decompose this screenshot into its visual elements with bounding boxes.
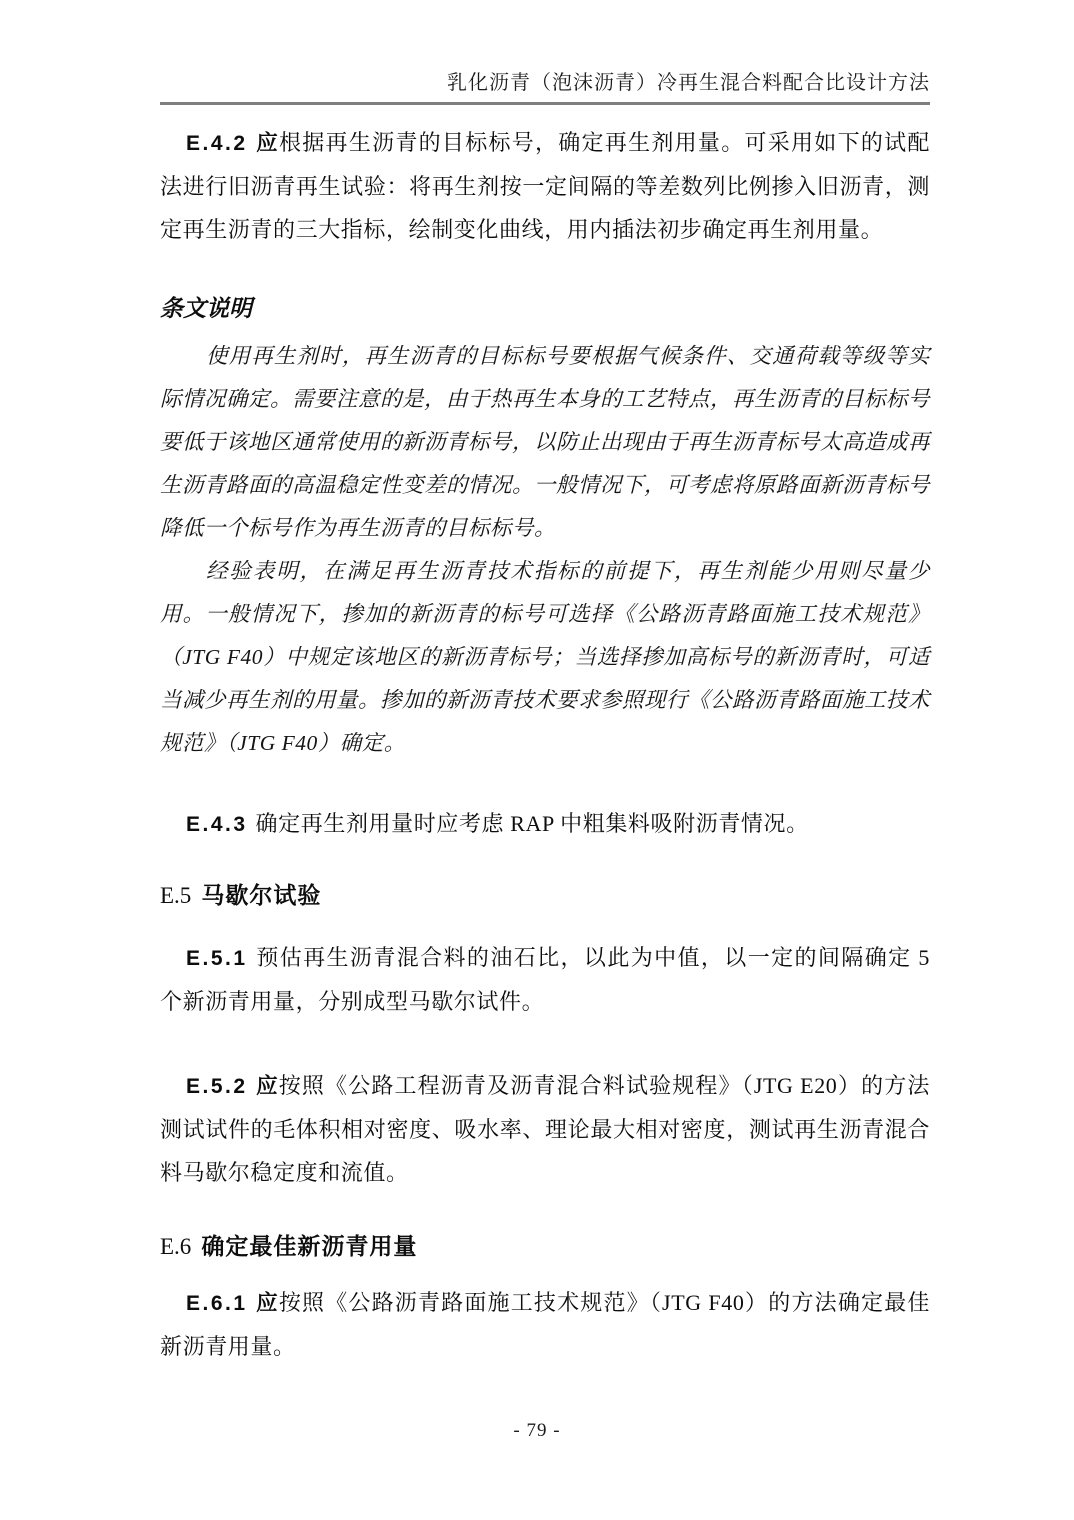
clause-e51-paragraph (160, 936, 930, 1023)
commentary-paragraph-1: 使用再生剂时，再生沥青的目标标号要根据气候条件、交通荷载等级等实际情况确定。需要注意的是，由于热再生本身的工艺特点，再生沥青的目标标号要低于该地区通常使用的新沥青标号，以防止出现由于再生沥青标号太高造成再生沥青路面的高温稳定性变差的情况。一般情况下，可考虑将原路面新沥青标号降低一个标号作为再生沥青的目标标号。 (160, 344, 931, 540)
commentary-heading: 条文说明 (160, 296, 252, 321)
page-number: - 79 - (513, 1420, 561, 1441)
clause-e52-number: E.5.2 (186, 1075, 248, 1098)
clause-e52-paragraph (160, 1064, 930, 1194)
section-e5-title: 马歇尔试验 (201, 882, 322, 908)
clause-e61-text: 按照《公路沥青路面施工技术规范》（JTG F40）的方法确定最佳新沥青用量。 (160, 1290, 930, 1359)
running-header-title: 乳化沥青（泡沫沥青）冷再生混合料配合比设计方法 (447, 72, 930, 94)
clause-e42-number: E.4.2 (186, 132, 248, 155)
clause-e43-number: E.4.3 (186, 813, 248, 836)
clause-e42-text: 根据再生沥青的目标标号，确定再生剂用量。可采用如下的试配法进行旧沥青再生试验：将再生剂按一定间隔的等差数列比例掺入旧沥青，测定再生沥青的三大指标，绘制变化曲线，用内插法初步确定再生剂用量。 (160, 130, 930, 242)
clause-e43-paragraph (160, 802, 930, 846)
page-header (160, 0, 930, 105)
clause-e51-number: E.5.1 (186, 947, 248, 970)
clause-e61-number: E.6.1 (186, 1292, 248, 1315)
section-e6-heading (160, 1225, 930, 1268)
clause-e42-paragraph (160, 121, 930, 251)
page-content (160, 0, 930, 1368)
clause-e52-lead: 应 (255, 1074, 279, 1098)
clause-e51-text: 预估再生沥青混合料的油石比，以此为中值，以一定的间隔确定 5 个新沥青用量，分别成型马歇尔试件。 (160, 945, 930, 1014)
clause-e43-text: 确定再生剂用量时应考虑 RAP 中粗集料吸附沥青情况。 (255, 811, 809, 836)
page-footer (0, 1420, 1074, 1442)
clause-e61-paragraph (160, 1281, 930, 1368)
section-e5-number: E.5 (160, 883, 192, 908)
section-e6-title: 确定最佳新沥青用量 (201, 1233, 418, 1259)
commentary-paragraph-2: 经验表明，在满足再生沥青技术指标的前提下，再生剂能少用则尽量少用。一般情况下，掺加的新沥青的标号可选择《公路沥青路面施工技术规范》（JTG F40）中规定该地区的新沥青标号；当选择掺加高标号的新沥青时，可适当减少再生剂的用量。掺加的新沥青技术要求参照现行《公路沥青路面施工技术规范》（JTG F40）确定。 (160, 559, 931, 755)
clause-e52-text: 按照《公路工程沥青及沥青混合料试验规程》（JTG E20）的方法测试试件的毛体积相对密度、吸水率、理论最大相对密度，测试再生沥青混合料马歇尔稳定度和流值。 (160, 1073, 930, 1185)
section-e5-heading (160, 874, 930, 917)
clause-e42-lead: 应 (255, 131, 279, 155)
clause-e61-lead: 应 (255, 1291, 279, 1315)
section-e6-number: E.6 (160, 1234, 192, 1259)
